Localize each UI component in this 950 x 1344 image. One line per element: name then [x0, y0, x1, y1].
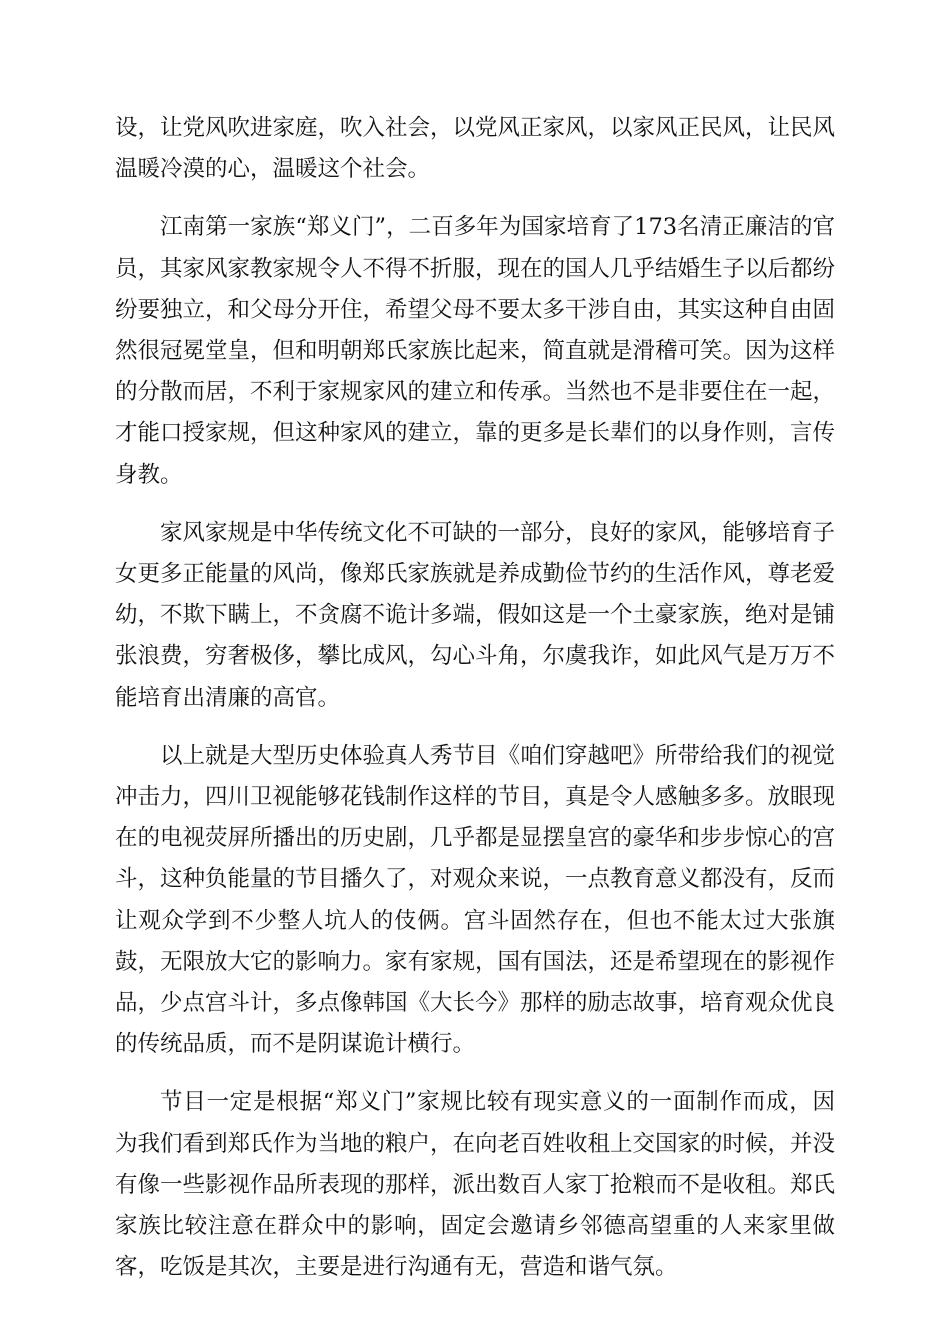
paragraph-program-basis: 节目一定是根据“郑义门”家规比较有现实意义的一面制作而成，因为我们看到郑氏作为当地的粮户，在向老百姓收租上交国家的时候，并没有像一些影视作品所表现的那样，派出数百人家丁抢粮而不是收租。郑氏家族比较注意在群众中的影响，固定会邀请乡邻德高望重的人来家里做客，吃饭是其次，主要是进行沟通有无，营造和谐气氛。: [115, 1089, 836, 1281]
paragraph-zhengyimen: 江南第一家族“郑义门”，二百多年为国家培育了173名清正廉洁的官员，其家风家教家规令人不得不折服，现在的国人几乎结婚生子以后都纷纷要独立，和父母分开住，希望父母不要太多干涉自由，其实这种自由固然很冠冕堂皇，但和明朝郑氏家族比起来，简直就是滑稽可笑。因为这样的分散而居，不利于家规家风的建立和传承。当然也不是非要住在一起，才能口授家规，但这种家风的建立，靠的更多是长辈们的以身作则，言传身教。: [115, 214, 836, 488]
paragraph-tv-program: 以上就是大型历史体验真人秀节目《咱们穿越吧》所带给我们的视觉冲击力，四川卫视能够花钱制作这样的节目，真是令人感触多多。放眼现在的电视荧屏所播出的历史剧，几乎都是显摆皇宫的豪华和步步惊心的宫斗，这种负能量的节目播久了，对观众来说，一点教育意义都没有，反而让观众学到不少整人坑人的伎俩。宫斗固然存在，但也不能太过大张旗鼓，无限放大它的影响力。家有家规，国有国法，还是希望现在的影视作品，少点宫斗计，多点像韩国《大长今》那样的励志故事，培育观众优良的传统品质，而不是阴谋诡计横行。: [115, 742, 836, 1058]
document-page: [115, 108, 835, 1305]
paragraph-family-rules: 家风家规是中华传统文化不可缺的一部分，良好的家风，能够培育子女更多正能量的风尚，像郑氏家族就是养成勤俭节约的生活作风，尊老爱幼，不欺下瞒上，不贪腐不诡计多端，假如这是一个土豪家族，绝对是铺张浪费，穷奢极侈，攀比成风，勾心斗角，尔虞我诈，如此风气是万万不能培育出清廉的高官。: [115, 519, 836, 711]
paragraph-continuation: 设，让党风吹进家庭，吹入社会，以党风正家风，以家风正民风，让民风温暖冷漠的心，温暖这个社会。: [115, 115, 836, 183]
